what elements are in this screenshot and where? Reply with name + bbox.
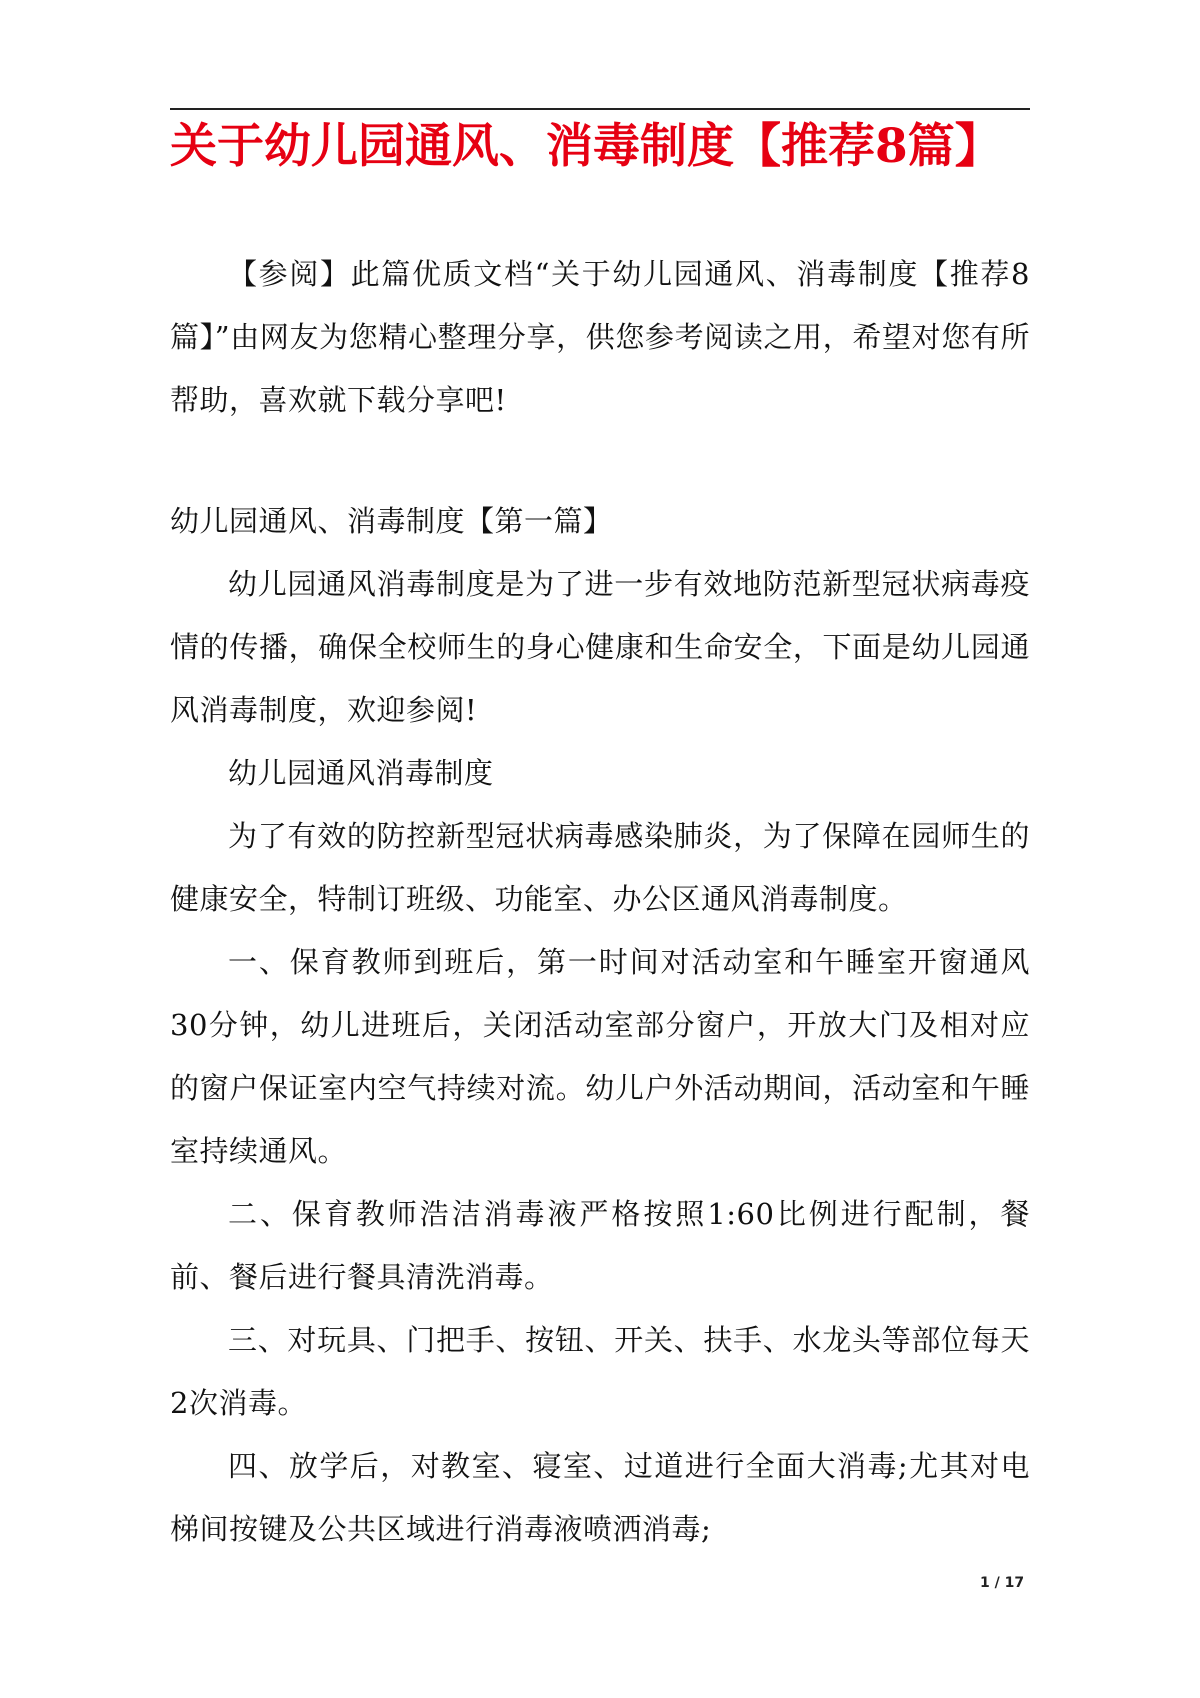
intro-paragraph: 【参阅】此篇优质文档“关于幼儿园通风、消毒制度【推荐8篇】”由网友为您精心整理分享，供您参考阅读之用，希望对您有所帮助，喜欢就下载分享吧! bbox=[170, 257, 1030, 417]
body-paragraph-3: 为了有效的防控新型冠状病毒感染肺炎，为了保障在园师生的健康安全，特制订班级、功能室、办公区通风消毒制度。 bbox=[170, 819, 1030, 916]
document-body bbox=[170, 243, 1030, 1561]
title-rule bbox=[170, 108, 1030, 110]
body-paragraph-5: 二、保育教师浩洁消毒液严格按照1:60比例进行配制，餐前、餐后进行餐具清洗消毒。 bbox=[170, 1197, 1030, 1294]
body-paragraph-4: 一、保育教师到班后，第一时间对活动室和午睡室开窗通风30分钟，幼儿进班后，关闭活动室部分窗户，开放大门及相对应的窗户保证室内空气持续对流。幼儿户外活动期间，活动室和午睡室持续通风。 bbox=[170, 945, 1030, 1168]
document-title: 关于幼儿园通风、消毒制度【推荐8篇】 bbox=[170, 119, 1002, 174]
page-number: 1 / 17 bbox=[980, 1575, 1025, 1591]
body-paragraph-1: 幼儿园通风消毒制度是为了进一步有效地防范新型冠状病毒疫情的传播，确保全校师生的身心健康和生命安全，下面是幼儿园通风消毒制度，欢迎参阅! bbox=[170, 567, 1030, 727]
body-paragraph-2: 幼儿园通风消毒制度 bbox=[228, 756, 494, 790]
section-heading: 幼儿园通风、消毒制度【第一篇】 bbox=[170, 504, 613, 538]
body-paragraph-7: 四、放学后，对教室、寝室、过道进行全面大消毒;尤其对电梯间按键及公共区域进行消毒液喷洒消毒; bbox=[170, 1449, 1030, 1546]
body-paragraph-6: 三、对玩具、门把手、按钮、开关、扶手、水龙头等部位每天2次消毒。 bbox=[170, 1323, 1030, 1420]
